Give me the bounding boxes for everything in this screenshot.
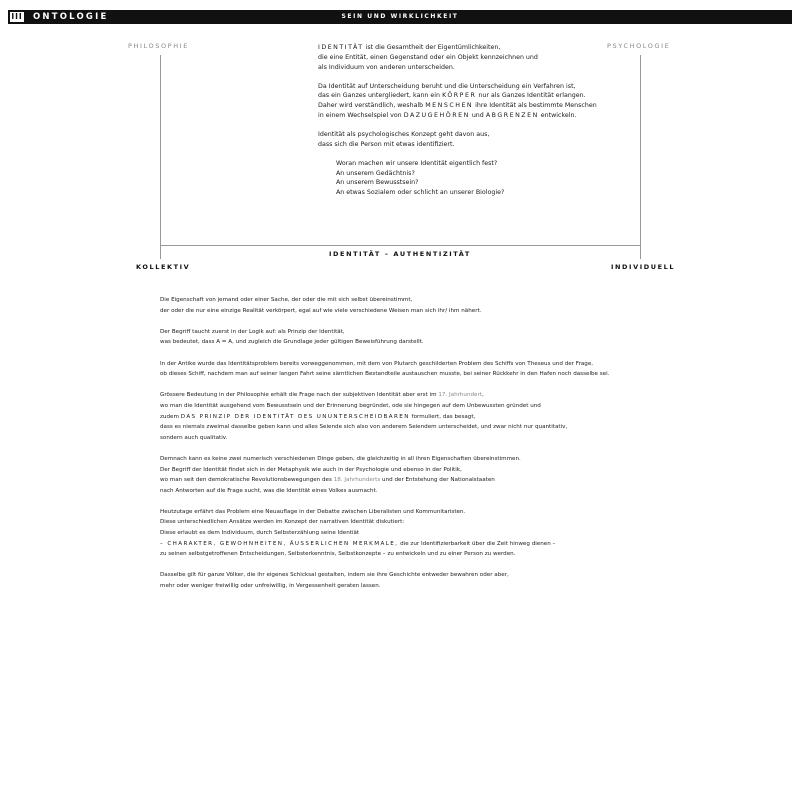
- term-menschen: MENSCHEN: [425, 102, 474, 110]
- label-kollektiv: KOLLEKTIV: [136, 263, 191, 271]
- body-paragraph-3: In der Antike wurde das Identitätsproblem bereits vorweggenommen, mit dem von Plutarch geschilderten Problem des Schiffs von Theseus und der Frage, ob dieses Schiff, nachdem man auf seiner langen Fahrt seine sämtlichen Bestandteile austauschen musste, bei seiner Rückkehr in den Hafen noch dasselbe sei.: [160, 360, 610, 378]
- question-list: [336, 159, 658, 198]
- highlight-17-jahrhundert: 17. Jahrhundert: [438, 392, 482, 399]
- diagram-left-line: [160, 55, 161, 259]
- body-paragraph-5: Demnach kann es keine zwei numerisch verschiedenen Dinge geben, die gleichzeitig in all ihren Eigenschaften übereinstimmen. Der Begriff der Identität findet sich in der Metaphysik wie auch in der Psychologie und ebenso in der Politik, wo man seit den demokratische Revolutionsbewegungen des 18. Jahrhunderts und der Entstehung der Nationalstaaten nach Antworten auf die Frage sucht, was die Identität eines Volkes ausmacht.: [160, 455, 521, 494]
- diagram-axis-label: IDENTITÄT – AUTHENTIZITÄT: [322, 250, 478, 258]
- chapter-title: ONTOLOGIE: [33, 12, 109, 22]
- term-identitaet: IDENTITÄT: [318, 44, 364, 51]
- definition-paragraph-3: Identität als psychologisches Konzept geht davon aus, dass sich die Person mit etwas identifiziert.: [318, 130, 490, 148]
- definition-paragraph-1: IDENTITÄT ist die Gesamtheit der Eigentümlichkeiten, die eine Entität, einen Gegenstand oder ein Objekt kennzeichnen und als Individuum von anderen unterscheiden.: [318, 44, 538, 71]
- chapter-number: III: [11, 12, 23, 21]
- body-paragraph-6: Heutzutage erfährt das Problem eine Neuauflage in der Debatte zwischen Liberalisten und Kommunitaristen. Diese unterschiedlichen Ansätze werden im Konzept der narrativen Identität diskutiert: Diese erlaubt es dem Individuum, durch Selbsterzählung seine Identiät – CHARAKTER, GEWOHNHEITEN, ÄUSSERLICHEN MERKMALE, die zur Identifizierbarkeit über die Zeit hinweg dienen – zu seinen selbstgetroffenen Entscheidungen, Selbsterkenntnis, Selbstkonzepte – zu entwickeln und zu einer Person zu werden.: [160, 508, 556, 558]
- term-prinzip: DAS PRINZIP DER IDENTITÄT DES UNUNTERSCHEIDBAREN: [180, 413, 410, 420]
- term-abgrenzen: ABGRENZEN: [485, 111, 539, 119]
- diagram-axis-label-wrap: [0, 241, 800, 260]
- definition-paragraph-2: Da Identität auf Unterscheidung beruht und die Unterscheidung ein Verfahren ist, das ein Ganzes untergliedert, kann ein KÖRPER nur als Ganzes Identität erlangen. Daher wird verständlich, weshalb MENSCHEN ihre Identität als bestimmte Menschen in einem Wechselspiel von DAZUGEHÖREN und ABGRENZEN entwickeln.: [318, 82, 597, 119]
- question-item: An etwas Sozialem oder schlicht an unserer Biologie?: [336, 189, 505, 197]
- body-text: [160, 295, 680, 602]
- definition-block: [318, 43, 658, 207]
- question-item: An unserem Bewusstsein?: [336, 179, 419, 187]
- question-item: Woran machen wir unsere Identität eigentlich fest?: [336, 159, 498, 167]
- body-paragraph-1: Die Eigenschaft von jemand oder einer Sache, der oder die mit sich selbst übereinstimmt, der oder die nur eine einzige Realität verkörpert, egal auf wie viele verschiedene Weisen man sich ihr/ ihm nähert.: [160, 297, 482, 314]
- term-dazugehoeren: DAZUGEHÖREN: [403, 111, 470, 119]
- body-paragraph-2: Der Begriff taucht zuerst in der Logik auf: als Prinzip der Identität, was bedeutet, dass A = A, und zugleich die Grundlage jeder gültigen Beweisführung darstellt.: [160, 328, 424, 346]
- label-individuell: INDIVIDUELL: [611, 263, 676, 271]
- body-paragraph-4: Grössere Bedeutung in der Philosophie erhält die Frage nach der subjektiven Identität aber erst im 17. Jahrhundert, wo man die Identität ausgehend vom Bewusstsein und der Erinnerung begründet, ode sie hingegen auf dem Unbewussten gründet und zudem DAS PRINZIP DER IDENTITÄT DES UNUNTERSCHEIDBAREN formuliert, das besagt, dass es niemals zweimal dasselbe geben kann und alles Seiende sich also von anderem Seiendem unterscheidet, und zwar nicht nur quantitativ, sondern auch qualitativ.: [160, 392, 568, 441]
- highlight-18-jahrhunderts: 18. Jahrhunderts: [333, 477, 381, 484]
- term-koerper: KÖRPER: [442, 92, 477, 100]
- label-psychologie: PSYCHOLOGIE: [607, 42, 671, 50]
- label-philosophie: PHILOSOPHIE: [128, 42, 189, 50]
- question-item: An unserem Gedächtnis?: [336, 169, 415, 177]
- chapter-subtitle: SEIN UND WIRKLICHKEIT: [341, 13, 459, 20]
- term-merkmale: – CHARAKTER, GEWOHNHEITEN, ÄUSSERLICHEN MERKMALE,: [160, 540, 399, 547]
- body-paragraph-7: Dasselbe gilt für ganze Völker, die ihr eigenes Schicksal gestalten, indem sie ihre Geschichte entweder bewahren oder aber, mehr oder weniger freiwillig oder unfreiwillig, in Vergessenheit geraten lassen.: [160, 572, 509, 590]
